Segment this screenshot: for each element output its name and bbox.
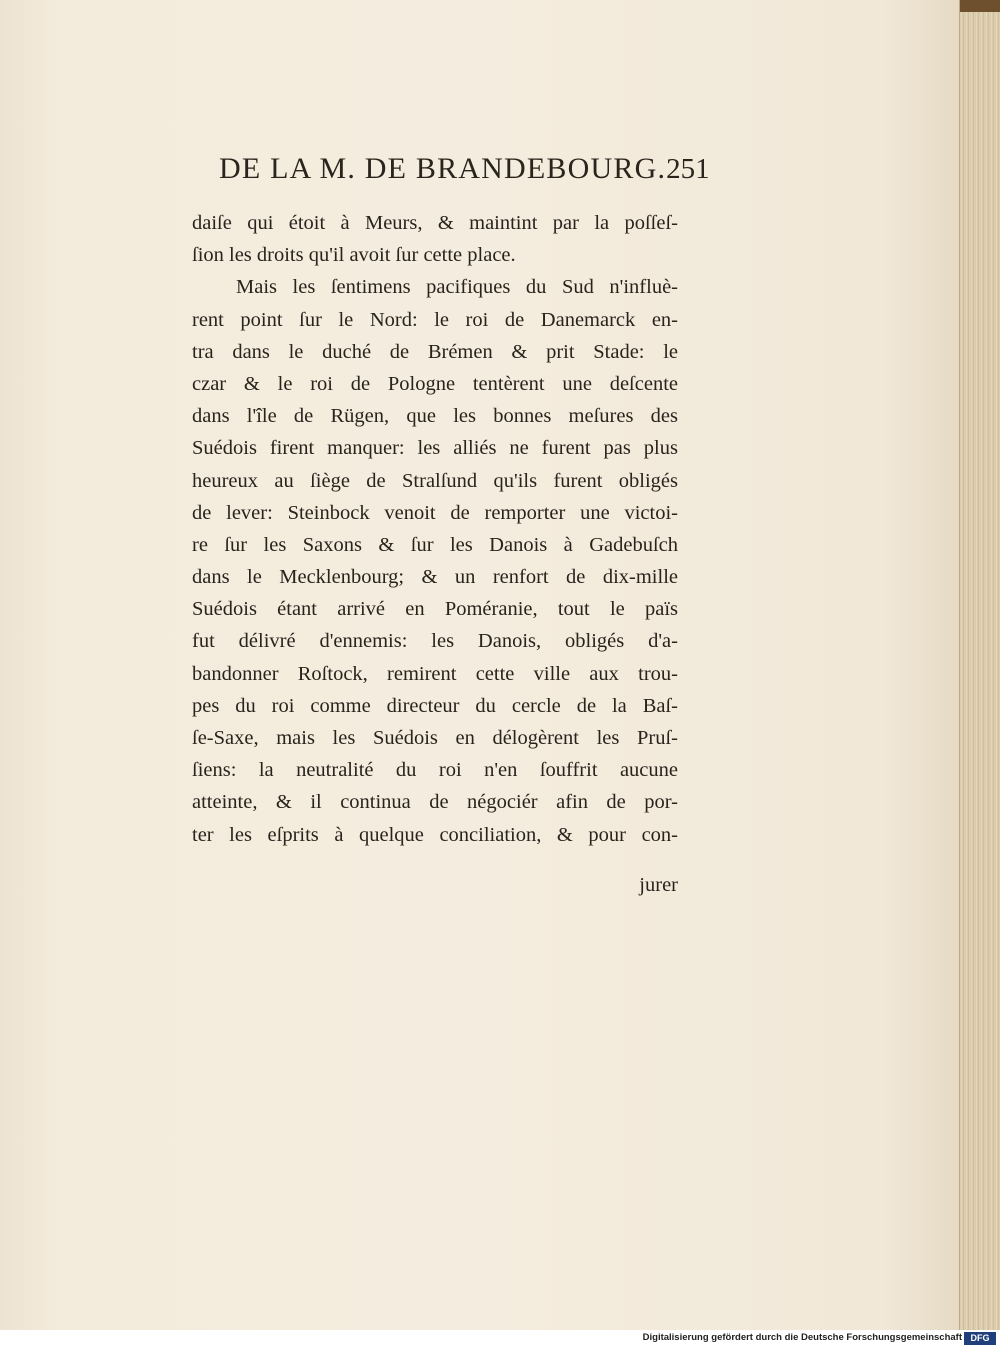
text-line: heureux au ſiège de Stralſund qu'ils furent obligés bbox=[192, 469, 678, 492]
text-line: Mais les ſentimens pacifiques du Sud n'influè- bbox=[236, 276, 678, 299]
footer-bar bbox=[0, 1330, 1000, 1348]
text-line: Suédois étant arrivé en Poméranie, tout le païs bbox=[192, 598, 678, 621]
text-line: rent point ſur le Nord: le roi de Danemarck en- bbox=[192, 308, 678, 331]
text-line: atteinte, & il continua de négociér afin de por- bbox=[192, 791, 678, 814]
text-line: ſion les droits qu'il avoit ſur cette place. bbox=[192, 244, 516, 267]
binding-strip bbox=[960, 0, 1000, 12]
running-head-title: DE LA M. DE BRANDEBOURG. bbox=[219, 152, 667, 185]
dfg-logo: DFG bbox=[964, 1332, 996, 1345]
funding-notice: Digitalisierung gefördert durch die Deutsche Forschungsgemeinschaft bbox=[642, 1332, 962, 1343]
text-line: czar & le roi de Pologne tentèrent une deſcente bbox=[192, 372, 678, 395]
text-line: tra dans le duché de Brémen & prit Stade: le bbox=[192, 340, 678, 363]
text-line: dans le Mecklenbourg; & un renfort de dix-mille bbox=[192, 566, 678, 589]
text-line: ter les eſprits à quelque conciliation, & pour con- bbox=[192, 823, 678, 846]
text-line: daiſe qui étoit à Meurs, & maintint par la poſſeſ- bbox=[192, 212, 678, 234]
running-head bbox=[219, 152, 710, 186]
book-edge bbox=[959, 0, 1000, 1330]
text-line: Suédois firent manquer: les alliés ne furent pas plus bbox=[192, 437, 678, 460]
catchword: jurer bbox=[639, 874, 678, 896]
text-line: ſiens: la neutralité du roi n'en ſouffrit aucune bbox=[192, 759, 678, 782]
text-line: de lever: Steinbock venoit de remporter une victoi- bbox=[192, 501, 678, 524]
page-number: 251 bbox=[666, 153, 710, 185]
text-line: pes du roi comme directeur du cercle de la Baſ- bbox=[192, 694, 678, 717]
body-text bbox=[192, 207, 678, 851]
text-line: re ſur les Saxons & ſur les Danois à Gadebuſch bbox=[192, 533, 678, 556]
text-line: fut délivré d'ennemis: les Danois, obligés d'a- bbox=[192, 630, 678, 653]
text-line: bandonner Roſtock, remirent cette ville aux trou- bbox=[192, 662, 678, 685]
text-line: ſe-Saxe, mais les Suédois en délogèrent les Pruſ- bbox=[192, 727, 678, 749]
text-line: dans l'île de Rügen, que les bonnes meſures des bbox=[192, 405, 678, 428]
